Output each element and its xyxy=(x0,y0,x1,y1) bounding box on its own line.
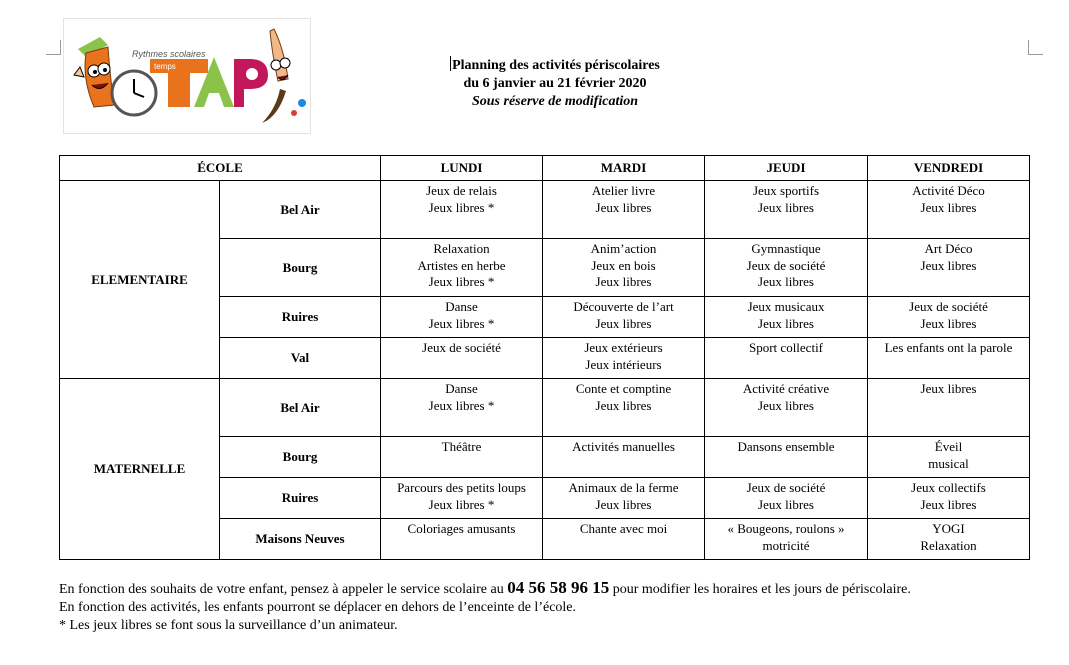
activity-cell-mardi xyxy=(543,181,705,239)
activity-line: Jeux de relais xyxy=(426,183,497,198)
header-ecole: ÉCOLE xyxy=(60,156,381,181)
activity-cell-jeudi xyxy=(705,239,868,297)
activity-line: Activités manuelles xyxy=(572,439,675,454)
activity-cell-vendredi xyxy=(868,181,1030,239)
clock-icon xyxy=(112,71,156,115)
activity-line: Jeux libres * xyxy=(428,274,495,289)
activity-line: Animaux de la ferme xyxy=(568,480,679,495)
activity-cell-lundi xyxy=(381,297,543,338)
table-header-row xyxy=(60,156,1030,181)
activity-line: Dansons ensemble xyxy=(737,439,835,454)
school-name: Maisons Neuves xyxy=(220,519,381,560)
activity-cell-lundi xyxy=(381,478,543,519)
activity-line: Gymnastique xyxy=(751,241,821,256)
activity-line: Jeux sportifs xyxy=(752,183,820,198)
header-lundi: LUNDI xyxy=(381,156,543,181)
activity-line: Jeux libres xyxy=(595,496,652,512)
activity-line: Danse xyxy=(445,381,478,396)
title-text: Planning des activités périscolaires xyxy=(452,58,660,73)
school-name: Val xyxy=(220,338,381,379)
activity-cell-mardi xyxy=(543,478,705,519)
activity-line: Les enfants ont la parole xyxy=(884,340,1013,355)
activity-cell-jeudi xyxy=(705,338,868,379)
footer-line-1-end: pour modifier les horaires et les jours de périscolaire. xyxy=(612,582,911,597)
schedule-table xyxy=(59,155,1030,560)
activity-line: Jeux libres xyxy=(595,397,652,413)
activity-cell-mardi xyxy=(543,519,705,560)
activity-line: Atelier livre xyxy=(591,183,656,198)
activity-line: Jeux libres xyxy=(920,315,977,331)
crop-mark-top-left xyxy=(46,40,61,55)
activity-cell-mardi xyxy=(543,297,705,338)
activity-cell-mardi xyxy=(543,379,705,437)
header-vendredi: VENDREDI xyxy=(868,156,1030,181)
activity-line: Jeux libres xyxy=(758,496,814,512)
activity-line: Sport collectif xyxy=(749,340,824,355)
activity-line: Jeux musicaux xyxy=(747,299,825,314)
level-maternelle: MATERNELLE xyxy=(60,379,220,560)
activity-line: Relaxation xyxy=(433,241,490,256)
activity-line: Jeux libres xyxy=(758,274,814,289)
title-disclaimer: Sous réserve de modification xyxy=(471,94,639,109)
school-name: Bourg xyxy=(220,239,381,297)
table-row xyxy=(60,379,1030,437)
footer-notes xyxy=(59,579,911,635)
activity-cell-lundi xyxy=(381,379,543,437)
activity-cell-mardi xyxy=(543,239,705,297)
activity-line: Relaxation xyxy=(920,537,977,553)
activity-line: Coloriages amusants xyxy=(407,521,516,536)
activity-line: Jeux libres xyxy=(920,496,977,512)
activity-cell-lundi xyxy=(381,181,543,239)
activity-line: Danse xyxy=(445,299,478,314)
activity-cell-jeudi xyxy=(705,478,868,519)
footer-line-3: * Les jeux libres se font sous la surveillance d’un animateur. xyxy=(59,618,398,633)
activity-cell-vendredi xyxy=(868,239,1030,297)
activity-line: Jeux libres xyxy=(595,315,652,331)
activity-line: Jeux libres xyxy=(920,257,977,273)
activity-cell-vendredi xyxy=(868,437,1030,478)
activity-cell-vendredi xyxy=(868,478,1030,519)
tap-logo-image xyxy=(64,19,310,133)
activity-line: Jeux libres xyxy=(758,199,814,215)
school-name: Ruires xyxy=(220,478,381,519)
activity-line: Jeux libres xyxy=(920,199,977,215)
activity-cell-vendredi xyxy=(868,519,1030,560)
activity-cell-jeudi xyxy=(705,437,868,478)
activity-cell-lundi xyxy=(381,239,543,297)
table-row xyxy=(60,181,1030,239)
phone-number: 04 56 58 96 15 xyxy=(507,578,610,597)
activity-line: Activité Déco xyxy=(912,183,985,198)
brush-character-icon xyxy=(262,29,306,123)
activity-line: Jeux extérieurs xyxy=(584,340,663,355)
school-name: Bel Air xyxy=(220,379,381,437)
header-mardi: MARDI xyxy=(543,156,705,181)
activity-line: Jeux libres xyxy=(758,315,814,331)
footer-line-2: En fonction des activités, les enfants pourront se déplacer en dehors de l’enceinte de l’école. xyxy=(59,600,577,615)
footer-line-1 xyxy=(59,579,911,599)
activity-cell-mardi xyxy=(543,437,705,478)
school-name: Bel Air xyxy=(220,181,381,239)
activity-line: Jeux libres * xyxy=(428,397,495,413)
activity-cell-vendredi xyxy=(868,297,1030,338)
activity-line: Art Déco xyxy=(924,241,973,256)
activity-cell-jeudi xyxy=(705,519,868,560)
activity-line: Jeux libres * xyxy=(428,199,495,215)
activity-line: Anim’action xyxy=(590,241,657,256)
activity-line: Théâtre xyxy=(441,439,482,454)
activity-line: Jeux intérieurs xyxy=(585,356,662,372)
school-name: Bourg xyxy=(220,437,381,478)
activity-line: Jeux libres xyxy=(920,381,977,396)
activity-cell-lundi xyxy=(381,338,543,379)
title-line-1 xyxy=(420,56,690,75)
school-name: Ruires xyxy=(220,297,381,338)
activity-line: Jeux en bois xyxy=(591,257,656,273)
pencil-character-icon xyxy=(74,37,114,107)
activity-line: Chante avec moi xyxy=(579,521,668,536)
activity-line: Jeux libres xyxy=(595,199,652,215)
activity-line: motricité xyxy=(762,537,810,553)
activity-cell-lundi xyxy=(381,519,543,560)
crop-mark-top-right xyxy=(1028,40,1043,55)
activity-line: Découverte de l’art xyxy=(573,299,674,314)
activity-line: Jeux de société xyxy=(422,340,501,355)
activity-line: « Bougeons, roulons » xyxy=(727,521,845,536)
footer-line-1-start: En fonction des souhaits de votre enfant, pensez à appeler le service scolaire au xyxy=(59,582,504,597)
activity-cell-lundi xyxy=(381,437,543,478)
activity-line: Conte et comptine xyxy=(575,381,672,396)
tap-logo xyxy=(63,18,311,134)
document-title xyxy=(420,56,690,111)
activity-cell-jeudi xyxy=(705,379,868,437)
activity-line: musical xyxy=(928,455,969,471)
activity-line: Activité créative xyxy=(742,381,830,396)
activity-line: Parcours des petits loups xyxy=(397,480,526,495)
level-elementaire: ELEMENTAIRE xyxy=(60,181,220,379)
activity-line: Jeux collectifs xyxy=(911,480,986,495)
activity-line: Jeux de société xyxy=(746,480,826,495)
svg-text:temps: temps xyxy=(154,62,176,71)
activity-line: Jeux libres xyxy=(595,274,652,289)
activity-cell-mardi xyxy=(543,338,705,379)
activity-line: Jeux de société xyxy=(746,257,826,273)
header-jeudi: JEUDI xyxy=(705,156,868,181)
activity-line: Éveil xyxy=(934,439,963,454)
activity-line: Jeux libres * xyxy=(428,315,495,331)
title-dates: du 6 janvier au 21 février 2020 xyxy=(463,76,647,91)
activity-line: Jeux libres xyxy=(758,397,814,413)
activity-line: YOGI xyxy=(932,521,965,536)
activity-cell-jeudi xyxy=(705,297,868,338)
activity-cell-jeudi xyxy=(705,181,868,239)
activity-cell-vendredi xyxy=(868,338,1030,379)
text-cursor xyxy=(450,56,451,71)
activity-line: Artistes en herbe xyxy=(417,257,506,273)
activity-line: Jeux de société xyxy=(909,299,988,314)
activity-line: Jeux libres * xyxy=(428,496,495,512)
activity-cell-vendredi xyxy=(868,379,1030,437)
svg-text:Rythmes scolaires: Rythmes scolaires xyxy=(132,49,206,59)
